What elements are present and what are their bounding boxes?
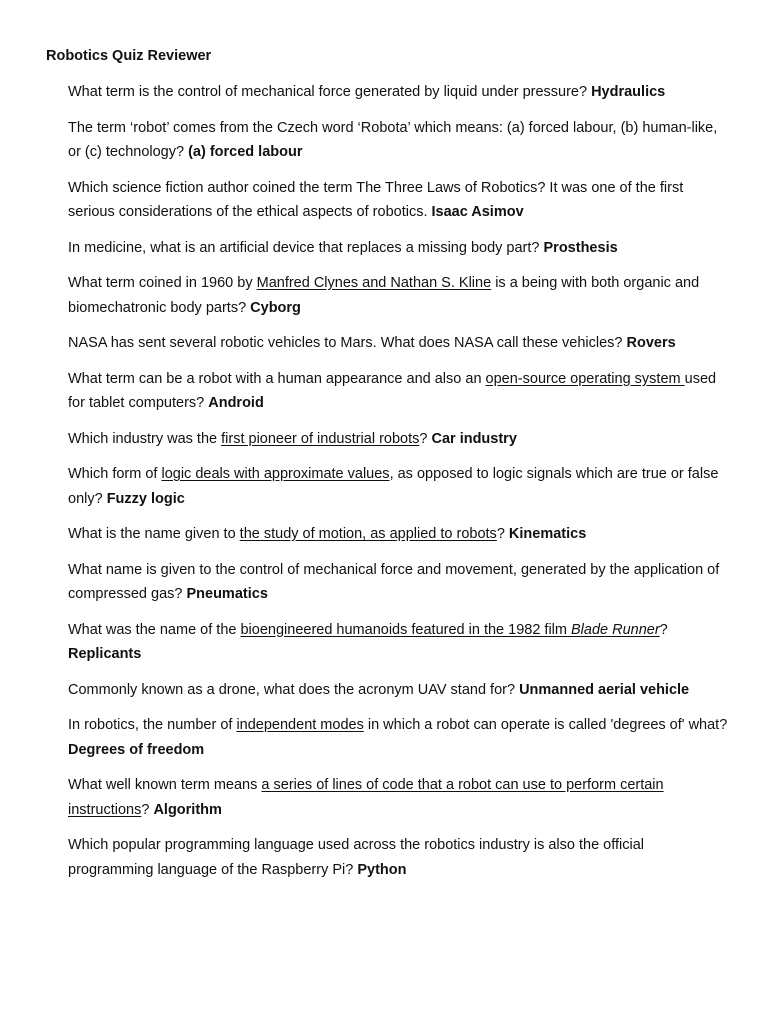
- question-text: What term can be a robot with a human appearance and also an: [68, 370, 486, 387]
- question-text: Which science fiction author coined the term The Three Laws of Robotics? It was one of the first serious considerations of the ethical aspects of robotics.: [68, 179, 684, 220]
- underlined-question-text: Blade Runner: [571, 621, 660, 638]
- question-item: [68, 678, 728, 703]
- question-text: In medicine, what is an artificial device that replaces a missing body part?: [68, 239, 544, 256]
- question-text: ?: [659, 621, 668, 638]
- underlined-question-text: bioengineered humanoids featured in the 1982 film: [240, 621, 571, 638]
- question-text: What was the name of the: [68, 621, 241, 638]
- question-item: [68, 271, 728, 320]
- answer-text: Fuzzy logic: [106, 490, 185, 507]
- question-item: [68, 713, 728, 762]
- answer-text: Hydraulics: [591, 84, 666, 100]
- question-item: [68, 427, 728, 452]
- underlined-question-text: open-source operating system: [485, 370, 685, 387]
- question-item: [68, 367, 728, 416]
- question-text: In robotics, the number of: [68, 717, 237, 733]
- question-item: [68, 236, 728, 261]
- question-text: used for tablet computers?: [68, 370, 717, 411]
- answer-text: Replicants: [68, 646, 142, 662]
- question-item: [68, 558, 728, 607]
- answer-text: Pneumatics: [186, 586, 268, 602]
- answer-text: Prosthesis: [543, 239, 618, 256]
- question-item: [68, 773, 728, 822]
- answer-text: Kinematics: [508, 526, 587, 542]
- underlined-question-text: first pioneer of industrial robots: [221, 430, 420, 447]
- question-text: Which popular programming language used across the robotics industry is also the official programming language of the Raspberry Pi?: [68, 837, 645, 878]
- answer-text: Isaac Asimov: [431, 204, 524, 220]
- answer-text: Cyborg: [250, 299, 301, 316]
- question-text: Which industry was the: [68, 430, 222, 447]
- question-item: [68, 176, 728, 225]
- answer-text: Degrees of freedom: [68, 741, 205, 758]
- answer-text: (a) forced labour: [188, 144, 303, 160]
- document-title: Robotics Quiz Reviewer: [46, 48, 212, 64]
- question-text: What term is the control of mechanical force generated by liquid under pressure?: [68, 84, 592, 100]
- answer-text: Rovers: [626, 335, 676, 351]
- underlined-question-text: Manfred Clynes and Nathan S. Kline: [256, 275, 492, 291]
- question-text: What term coined in 1960 by: [68, 275, 257, 291]
- question-text: , as opposed to logic signals which are true or false only?: [68, 466, 719, 507]
- question-item: [68, 522, 728, 547]
- question-text: ?: [419, 430, 432, 447]
- question-text: What well known term means: [68, 777, 262, 793]
- answer-text: Python: [357, 861, 407, 878]
- question-item: [68, 833, 728, 882]
- answer-text: Car industry: [431, 430, 517, 447]
- question-text: The term ‘robot’ comes from the Czech word ‘Robota’ which means: (a) forced labour, (b) human-like, or (c) technology?: [68, 119, 718, 160]
- question-text: in which a robot can operate is called 'degrees of' what?: [363, 717, 728, 733]
- question-text: ?: [496, 526, 509, 542]
- question-text: Commonly known as a drone, what does the acronym UAV stand for?: [68, 681, 520, 698]
- underlined-question-text: the study of motion, as applied to robots: [239, 526, 497, 542]
- question-item: [68, 462, 728, 511]
- question-item: [68, 618, 728, 667]
- question-text: What name is given to the control of mechanical force and movement, generated by the application of compressed gas?: [68, 561, 720, 602]
- answer-text: Algorithm: [153, 801, 222, 818]
- question-text: ?: [141, 801, 154, 818]
- question-item: [68, 331, 728, 356]
- question-item: [68, 80, 728, 105]
- question-text: What is the name given to: [68, 526, 240, 542]
- question-text: is a being with both organic and biomechatronic body parts?: [68, 275, 700, 316]
- question-list: [68, 80, 728, 893]
- question-text: Which form of: [68, 466, 162, 482]
- underlined-question-text: independent modes: [236, 717, 364, 733]
- answer-text: Android: [208, 395, 264, 411]
- question-item: [68, 116, 728, 165]
- underlined-question-text: a series of lines of code that a robot can use to perform certain instructions: [68, 777, 664, 818]
- question-text: NASA has sent several robotic vehicles to Mars. What does NASA call these vehicles?: [68, 335, 627, 351]
- answer-text: Unmanned aerial vehicle: [519, 681, 690, 698]
- underlined-question-text: logic deals with approximate values: [161, 466, 390, 482]
